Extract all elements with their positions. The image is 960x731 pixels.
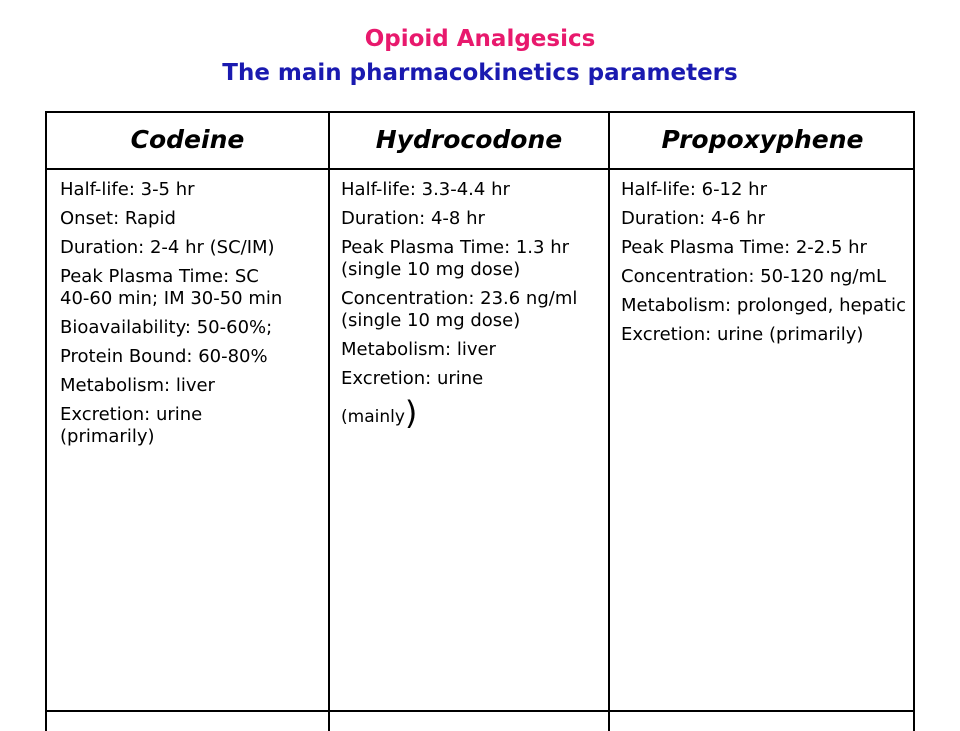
list-item: Half-life: 3.3-4.4 hr — [341, 179, 510, 200]
slide-title — [0, 22, 960, 90]
list-item: Metabolism: liver — [60, 375, 215, 396]
list-item: Excretion: urine (primarily) — [621, 324, 864, 345]
list-item: Concentration: 50-120 ng/mL — [621, 266, 887, 287]
list-item: Duration: 4-8 hr — [341, 208, 485, 229]
list-item: Onset: Rapid — [60, 208, 176, 229]
list-item: Peak Plasma Time: 2-2.5 hr — [621, 237, 867, 258]
title-line-1: Opioid Analgesics — [364, 26, 596, 52]
list-item: Peak Plasma Time: 1.3 hr (single 10 mg dose) — [341, 237, 570, 280]
header-hydrocodone: Hydrocodone — [375, 125, 563, 154]
column-divider — [608, 113, 610, 731]
propoxyphene-cell — [621, 179, 906, 353]
list-item: Metabolism: liver — [341, 339, 496, 360]
list-item: Excretion: urine — [341, 368, 484, 389]
closing-paren: ) — [404, 394, 418, 432]
list-item: Half-life: 3-5 hr — [60, 179, 195, 200]
list-item-mainly — [341, 394, 599, 432]
list-item: Half-life: 6-12 hr — [621, 179, 767, 200]
list-item: Peak Plasma Time: SC 40-60 min; IM 30-50 min — [60, 266, 283, 309]
header-codeine: Codeine — [130, 125, 245, 154]
list-item: Duration: 4-6 hr — [621, 208, 765, 229]
column-divider — [328, 113, 330, 731]
list-item: Metabolism: prolonged, hepatic — [621, 295, 906, 316]
row-divider — [47, 710, 913, 712]
list-item: Bioavailability: 50-60%; — [60, 317, 273, 338]
pharmacokinetics-table — [45, 111, 915, 731]
header-divider — [47, 168, 913, 170]
list-item: Concentration: 23.6 ng/ml (single 10 mg dose) — [341, 288, 578, 331]
mainly-text: (mainly — [341, 407, 405, 427]
list-item: Duration: 2-4 hr (SC/IM) — [60, 237, 275, 258]
list-item: Protein Bound: 60-80% — [60, 346, 268, 367]
header-propoxyphene: Propoxyphene — [661, 125, 864, 154]
title-line-2: The main pharmacokinetics parameters — [222, 60, 738, 86]
codeine-cell — [60, 179, 285, 455]
list-item: Excretion: urine (primarily) — [60, 404, 203, 447]
hydrocodone-cell — [341, 179, 599, 435]
